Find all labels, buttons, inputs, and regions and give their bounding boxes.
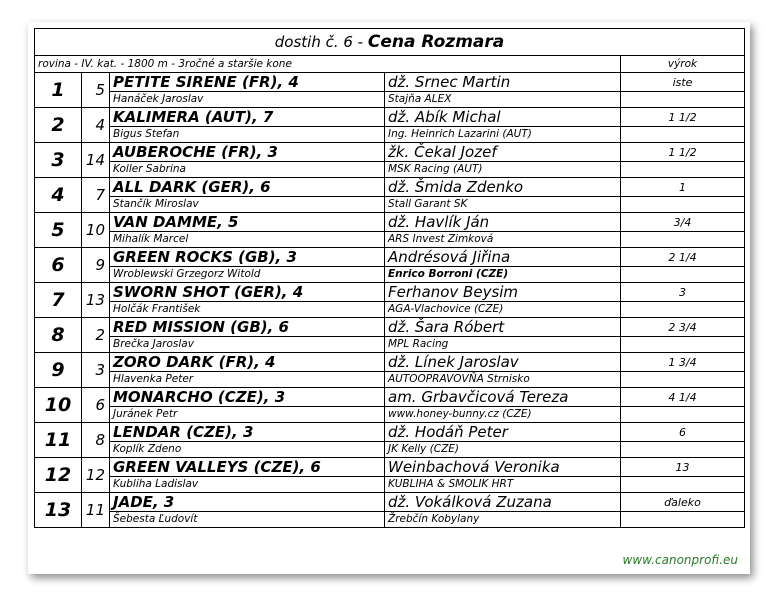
owner-name: Stajňa ALEX [385,92,621,108]
result-row [35,73,745,92]
results-sheet [28,22,750,574]
result-row [35,143,745,162]
start-number: 6 [82,388,110,423]
place-number: 13 [35,493,82,528]
margin-blank [621,442,745,458]
place-number: 4 [35,178,82,213]
trainer-name: Holčák František [110,302,385,318]
horse-name: AUBEROCHE (FR), 3 [110,143,385,162]
rider-name: Weinbachová Veronika [385,458,621,477]
horse-name: SWORN SHOT (GER), 4 [110,283,385,302]
owner-name: JK Kelly (CZE) [385,442,621,458]
result-subrow [35,232,745,248]
rider-name: am. Grbavčicová Tereza [385,388,621,407]
result-subrow [35,477,745,493]
margin-blank [621,197,745,213]
start-number: 5 [82,73,110,108]
result-row [35,458,745,477]
result-subrow [35,372,745,388]
trainer-name: Hlavenka Peter [110,372,385,388]
start-number: 9 [82,248,110,283]
horse-name: KALIMERA (AUT), 7 [110,108,385,127]
margin-value: 1 [621,178,745,197]
horse-name: VAN DAMME, 5 [110,213,385,232]
result-subrow [35,92,745,108]
margin-blank [621,232,745,248]
margin-value: iste [621,73,745,92]
trainer-name: Koplík Zdeno [110,442,385,458]
rider-name: dž. Hodáň Peter [385,423,621,442]
owner-name: Stall Garant SK [385,197,621,213]
rider-name: Andrésová Jiřina [385,248,621,267]
result-row [35,108,745,127]
margin-blank [621,267,745,283]
owner-name: Enrico Borroni (CZE) [385,267,621,283]
start-number: 14 [82,143,110,178]
result-subrow [35,512,745,528]
result-subrow [35,267,745,283]
rider-name: dž. Vokálková Zuzana [385,493,621,512]
result-row [35,388,745,407]
place-number: 11 [35,423,82,458]
margin-value: 1 3/4 [621,353,745,372]
owner-name: MPL Racing [385,337,621,353]
margin-blank [621,407,745,423]
start-number: 7 [82,178,110,213]
horse-name: GREEN ROCKS (GB), 3 [110,248,385,267]
place-number: 10 [35,388,82,423]
margin-blank [621,162,745,178]
race-conditions: rovina - IV. kat. - 1800 m - 3ročné a staršie kone [35,56,621,73]
start-number: 8 [82,423,110,458]
owner-name: AGA-Vlachovice (CZE) [385,302,621,318]
result-subrow [35,302,745,318]
results-table [34,28,745,528]
start-number: 13 [82,283,110,318]
place-number: 5 [35,213,82,248]
rider-name: dž. Abík Michal [385,108,621,127]
result-subrow [35,127,745,143]
horse-name: PETITE SIRENE (FR), 4 [110,73,385,92]
rider-name: dž. Línek Jaroslav [385,353,621,372]
result-row [35,248,745,267]
place-number: 6 [35,248,82,283]
place-number: 8 [35,318,82,353]
margin-blank [621,372,745,388]
margin-value: 2 3/4 [621,318,745,337]
margin-blank [621,92,745,108]
trainer-name: Šebesta Ľudovít [110,512,385,528]
trainer-name: Bigus Stefan [110,127,385,143]
owner-name: ARS Invest Zimková [385,232,621,248]
result-row [35,178,745,197]
race-name: Cena Rozmara [367,32,505,52]
margin-blank [621,337,745,353]
start-number: 10 [82,213,110,248]
margin-blank [621,512,745,528]
horse-name: GREEN VALLEYS (CZE), 6 [110,458,385,477]
margin-value: 3 [621,283,745,302]
place-number: 2 [35,108,82,143]
result-subrow [35,197,745,213]
rider-name: dž. Šara Róbert [385,318,621,337]
owner-name: KUBLIHA & SMOLIK HRT [385,477,621,493]
rider-name: dž. Srnec Martin [385,73,621,92]
owner-name: AUTOOPRAVOVŇA Strnisko [385,372,621,388]
trainer-name: Hanáček Jaroslav [110,92,385,108]
result-row [35,283,745,302]
margin-blank [621,127,745,143]
place-number: 12 [35,458,82,493]
result-subrow [35,162,745,178]
start-number: 4 [82,108,110,143]
margin-header: výrok [621,56,745,73]
margin-value: 1 1/2 [621,143,745,162]
rider-name: dž. Havlík Ján [385,213,621,232]
owner-name: www.honey-bunny.cz (CZE) [385,407,621,423]
race-title [35,29,745,56]
trainer-name: Brečka Jaroslav [110,337,385,353]
horse-name: JADE, 3 [110,493,385,512]
trainer-name: Stančík Miroslav [110,197,385,213]
result-row [35,353,745,372]
race-label: dostih č. 6 - [274,33,368,51]
horse-name: ALL DARK (GER), 6 [110,178,385,197]
margin-value: 6 [621,423,745,442]
horse-name: LENDAR (CZE), 3 [110,423,385,442]
horse-name: RED MISSION (GB), 6 [110,318,385,337]
result-row [35,493,745,512]
margin-value: ďaleko [621,493,745,512]
trainer-name: Koller Sabrina [110,162,385,178]
margin-blank [621,477,745,493]
rider-name: žk. Čekal Jozef [385,143,621,162]
margin-value: 1 1/2 [621,108,745,127]
result-subrow [35,407,745,423]
start-number: 12 [82,458,110,493]
owner-name: Ing. Heinrich Lazarini (AUT) [385,127,621,143]
trainer-name: Kubliha Ladislav [110,477,385,493]
result-subrow [35,337,745,353]
result-subrow [35,442,745,458]
horse-name: ZORO DARK (FR), 4 [110,353,385,372]
trainer-name: Wroblewski Grzegorz Witold [110,267,385,283]
trainer-name: Juránek Petr [110,407,385,423]
place-number: 1 [35,73,82,108]
trainer-name: Mihalík Marcel [110,232,385,248]
place-number: 9 [35,353,82,388]
result-row [35,318,745,337]
rider-name: Ferhanov Beysim [385,283,621,302]
owner-name: MSK Racing (AUT) [385,162,621,178]
result-row [35,213,745,232]
margin-value: 13 [621,458,745,477]
watermark: www.canonprofi.eu [622,553,738,567]
owner-name: Žrebčín Kobylany [385,512,621,528]
start-number: 2 [82,318,110,353]
margin-value: 4 1/4 [621,388,745,407]
place-number: 3 [35,143,82,178]
result-row [35,423,745,442]
margin-value: 3/4 [621,213,745,232]
margin-value: 2 1/4 [621,248,745,267]
start-number: 3 [82,353,110,388]
horse-name: MONARCHO (CZE), 3 [110,388,385,407]
margin-blank [621,302,745,318]
place-number: 7 [35,283,82,318]
start-number: 11 [82,493,110,528]
rider-name: dž. Šmida Zdenko [385,178,621,197]
